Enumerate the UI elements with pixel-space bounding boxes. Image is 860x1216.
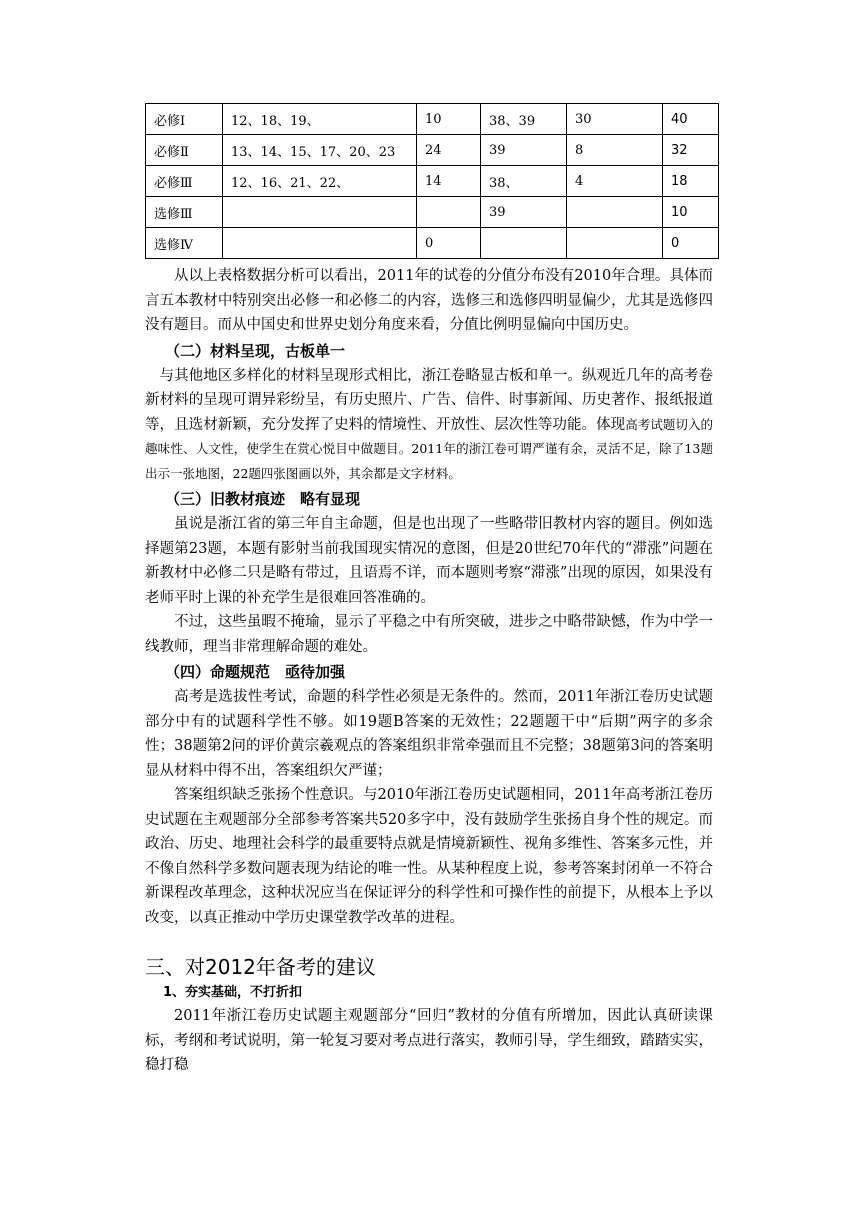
table-cell: 必修Ⅰ <box>146 104 223 135</box>
paragraph-materials-small: 高考试题切入的趣味性、人文性，使学生在赏心悦目中做题目。2011年的浙江卷可谓严谨有余，灵活不足，除了13题出示一张地图，22题四张图画以外，其余都是文字材料。 <box>145 416 713 481</box>
table-cell <box>567 197 663 228</box>
paragraph-foundation: 2011年浙江卷历史试题主观题部分“回归”教材的分值有所增加，因此认真研读课标，考纲和考试说明，第一轮复习要对考点进行落实，教师引导，学生细致，踏踏实实，稳打稳 <box>145 1008 713 1073</box>
table-cell <box>417 197 481 228</box>
table-cell: 39 <box>481 197 567 228</box>
table-cell: 12、18、19、 <box>223 104 417 135</box>
paragraph-analysis: 从以上表格数据分析可以看出，2011年的试卷的分值分布没有2010年合理。具体而言五本教材中特别突出必修一和必修二的内容，选修三和选修四明显偏少，尤其是选修四没有题目。而从中国史和世界史划分角度来看，分值比例明显偏向中国历史。 <box>145 268 713 333</box>
paragraph-standards: 高考是选拔性考试，命题的科学性必须是无条件的。然而，2011年浙江卷历史试题部分中有的试题科学性不够。如19题B答案的无效性；22题题干中“后期”两字的多余性；38题第2问的评价黄宗羲观点的答案组织非常牵强而且不完整；38题第3问的答案明显从材料中得不出，答案组织欠严谨； <box>145 689 713 779</box>
heading-standards: （四）命题规范 亟待加强 <box>165 663 346 681</box>
subheading-foundation: 1、夯实基础，不打折扣 <box>163 985 303 1000</box>
table-cell: 必修Ⅱ <box>146 135 223 166</box>
table-cell: 40 <box>663 104 719 135</box>
table-cell: 8 <box>567 135 663 166</box>
table-cell <box>223 228 417 259</box>
table-cell: 0 <box>663 228 719 259</box>
document-body <box>145 264 713 1078</box>
table-row <box>146 166 719 197</box>
score-distribution-table <box>145 103 719 259</box>
table-row <box>146 197 719 228</box>
table-row <box>146 104 719 135</box>
table-cell: 13、14、15、17、20、23 <box>223 135 417 166</box>
section-title: 三、对2012年备考的建议 <box>145 955 376 979</box>
table-cell: 32 <box>663 135 719 166</box>
table-cell: 30 <box>567 104 663 135</box>
table-cell: 必修Ⅲ <box>146 166 223 197</box>
table-row <box>146 135 719 166</box>
paragraph-answers: 答案组织缺乏张扬个性意识。与2010年浙江卷历史试题相同，2011年高考浙江卷历史试题在主观题部分全部参考答案共520多字中，没有鼓励学生张扬自身个性的规定。而政治、历史、地理社会科学的最重要特点就是情境新颖性、视角多维性、答案多元性，并不像自然科学多数问题表现为结论的唯一性。从某种程度上说，参考答案封闭单一不符合新课程改革理念，这种状况应当在保证评分的科学性和可操作性的前提下，从根本上予以改变，以真正推动中学历史课堂教学改革的进程。 <box>145 787 713 926</box>
paragraph-materials <box>145 364 713 487</box>
heading-materials: （二）材料呈现，古板单一 <box>165 341 346 360</box>
table-cell: 10 <box>663 197 719 228</box>
table-cell: 18 <box>663 166 719 197</box>
table-cell: 38、39 <box>481 104 567 135</box>
paragraph-materials-main: 与其他地区多样化的材料呈现形式相比，浙江卷略显古板和单一。纵观近几年的高考卷新材料的呈现可谓异彩纷呈，有历史照片、广告、信件、时事新闻、历史著作、报纸报道等，且选材新颖，充分发挥了史料的情境性、开放性、层次性等功能。体现 <box>145 367 713 433</box>
paragraph-summary: 不过，这些虽暇不掩瑜，显示了平稳之中有所突破，进步之中略带缺憾，作为中学一线教师，理当非常理解命题的难处。 <box>145 614 713 655</box>
table-cell: 39 <box>481 135 567 166</box>
table-cell: 10 <box>417 104 481 135</box>
table-cell: 选修Ⅲ <box>146 197 223 228</box>
table-cell: 4 <box>567 166 663 197</box>
table-cell: 0 <box>417 228 481 259</box>
table-cell <box>481 228 567 259</box>
table-cell: 12、16、21、22、 <box>223 166 417 197</box>
table-cell: 38、 <box>481 166 567 197</box>
table-cell: 14 <box>417 166 481 197</box>
table-cell: 24 <box>417 135 481 166</box>
paragraph-old-textbook: 虽说是浙江省的第三年自主命题，但是也出现了一些略带旧教材内容的题目。例如选择题第23题，本题有影射当前我国现实情况的意图，但是20世纪70年代的“滞涨”问题在新教材中必修二只是略有带过，且语焉不详，而本题则考察“滞涨”出现的原因，如果没有老师平时上课的补充学生是很难回答准确的。 <box>145 516 713 606</box>
table-cell: 选修Ⅳ <box>146 228 223 259</box>
table-cell <box>567 228 663 259</box>
table-cell <box>223 197 417 228</box>
table-row <box>146 228 719 259</box>
heading-old-textbook: （三）旧教材痕迹 略有显现 <box>165 490 361 508</box>
